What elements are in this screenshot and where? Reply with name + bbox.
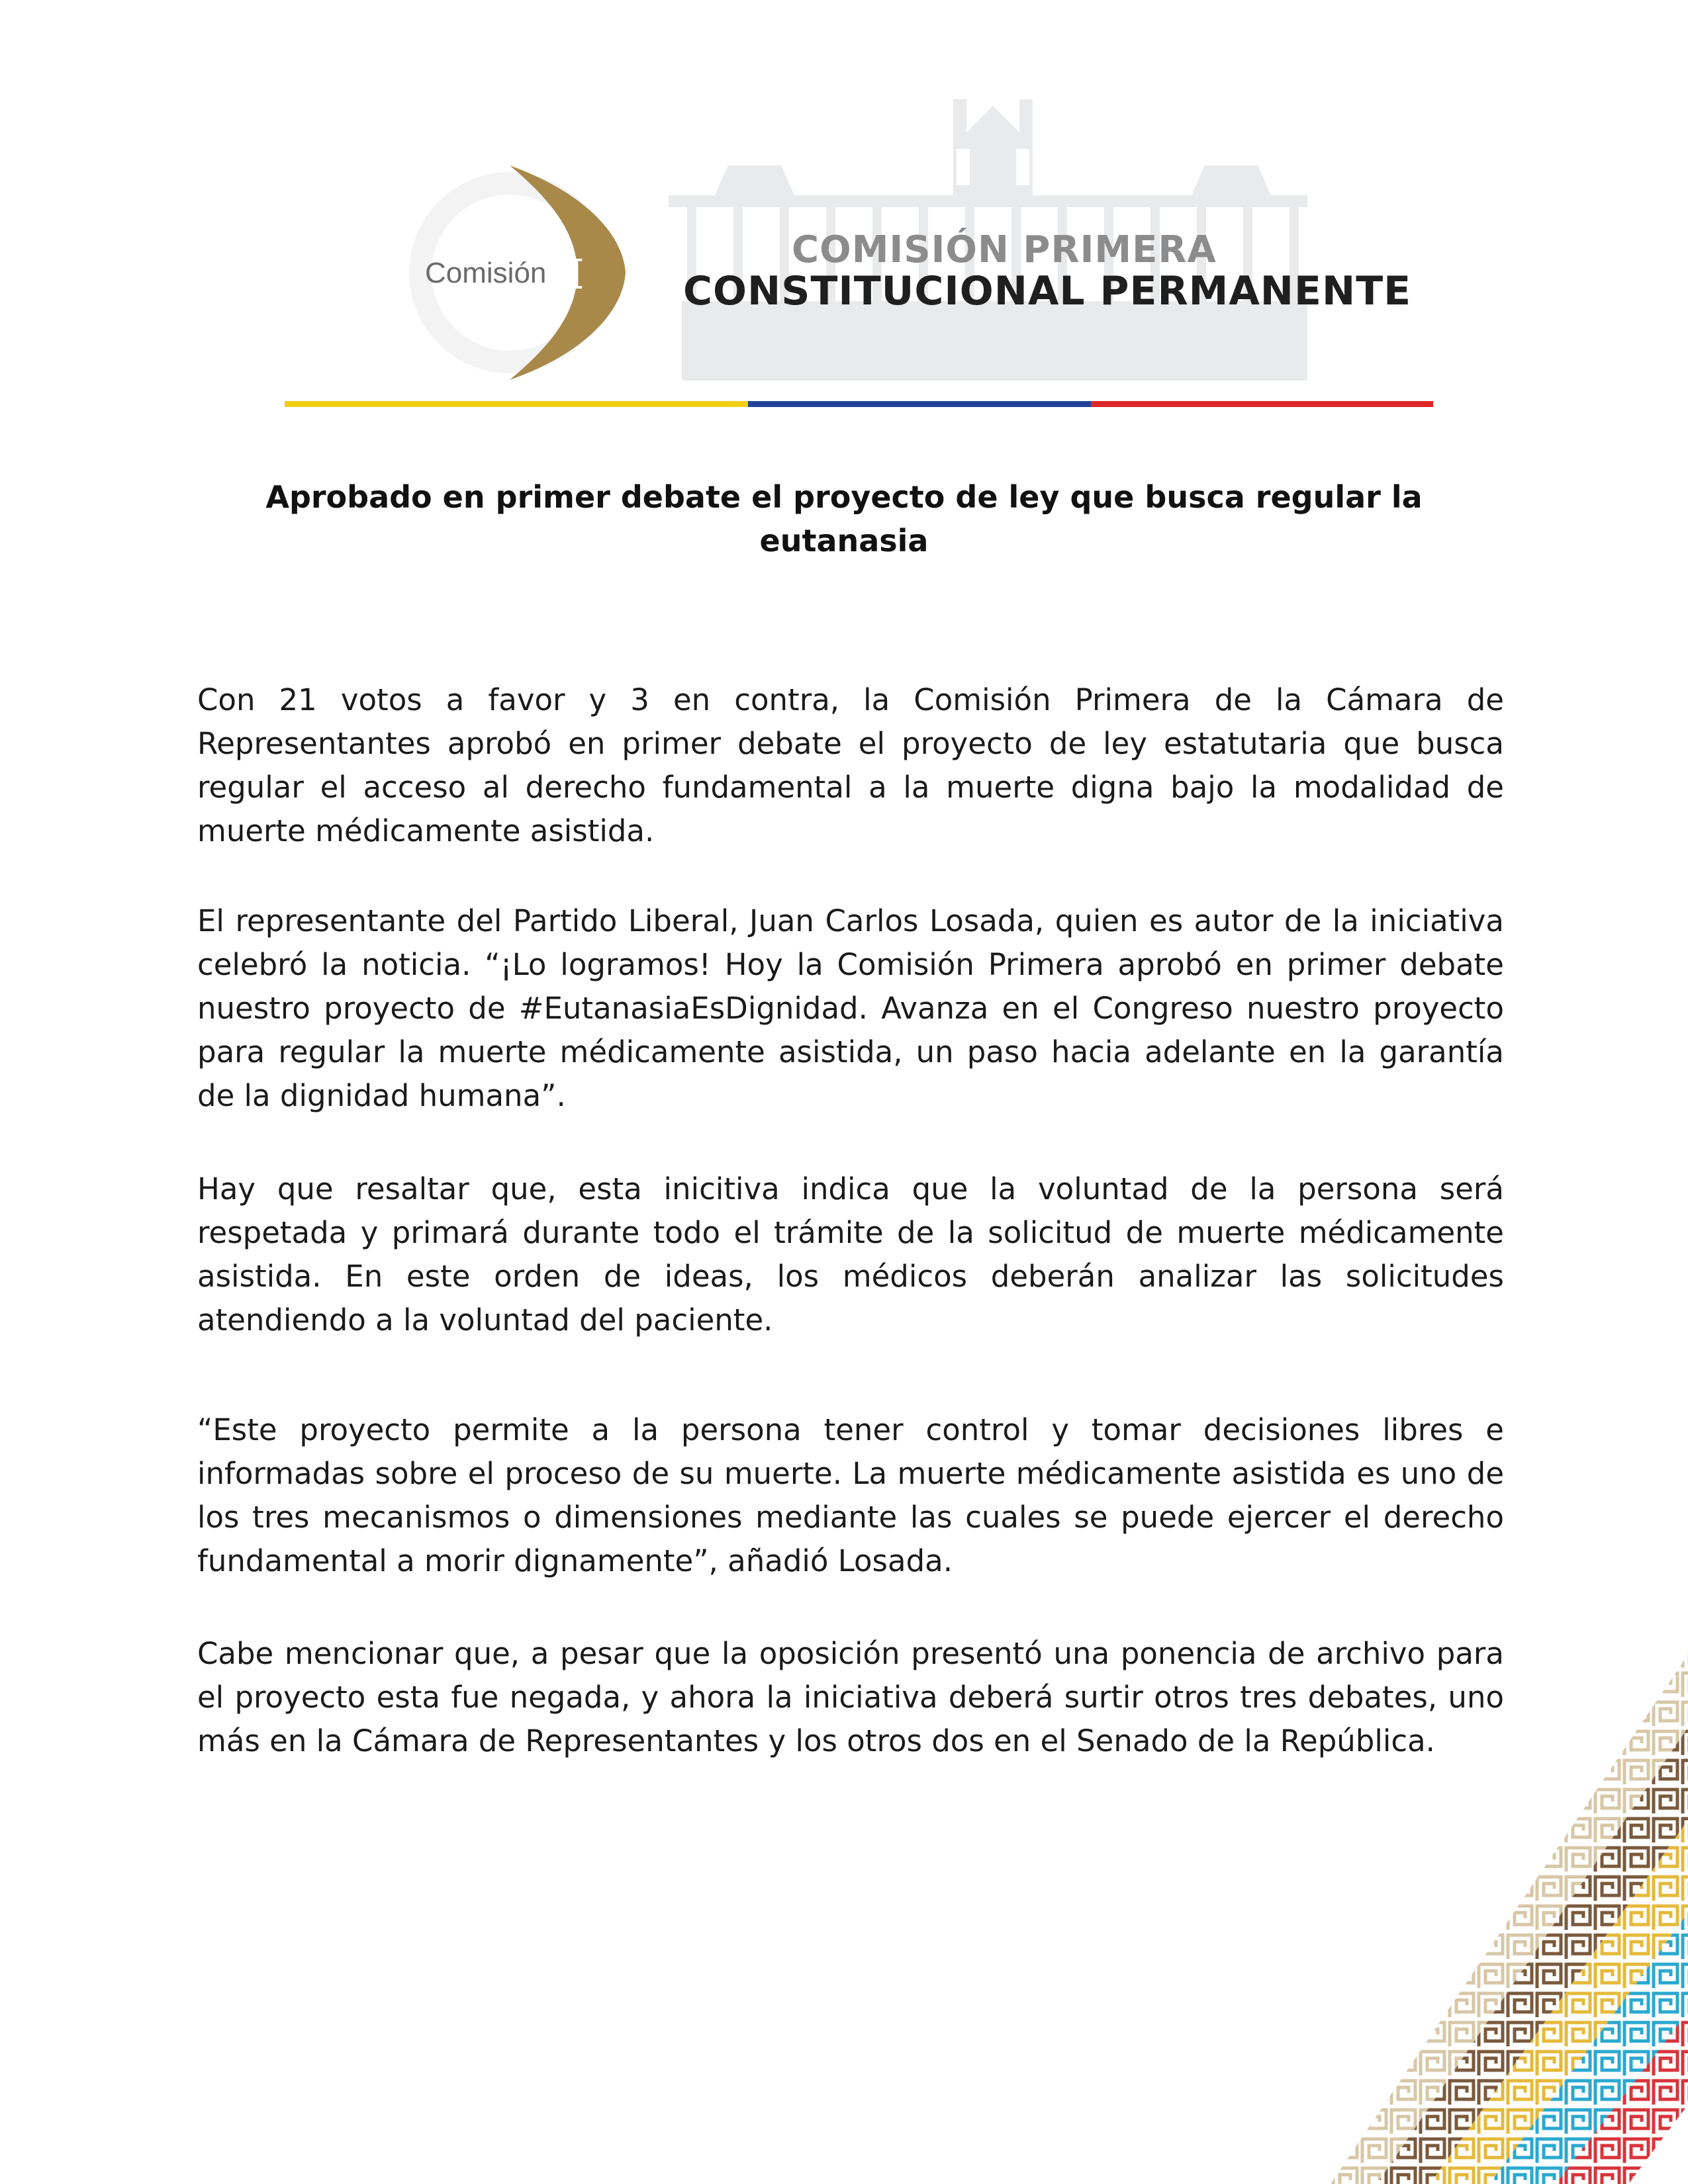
greek-key-pattern-band <box>1331 1641 1688 2184</box>
flag-stripe-yellow <box>285 401 748 407</box>
article-paragraph-1: Con 21 votos a favor y 3 en contra, la Comisión Primera de la Cámara de Representantes aprobó en primer debate el proyecto de ley estatutaria que busca regular el acceso al derecho fundamental a la muerte digna bajo la modalidad de muerte médicamente asistida. <box>197 682 1504 848</box>
flag-stripe-red <box>1091 401 1433 407</box>
logo-word: Comisión <box>425 257 547 289</box>
letterhead <box>0 0 1688 424</box>
brand-title-line2: CONSTITUCIONAL PERMANENTE <box>683 268 1412 314</box>
letterhead-graphic <box>0 0 1688 424</box>
article-paragraph-4: “Este proyecto permite a la persona tener control y tomar decisiones libres e informadas sobre el proceso de su muerte. La muerte médicamente asistida es uno de los tres mecanismos o dimensiones mediante las cuales se puede ejercer el derecho fundamental a morir dignamente”, añadió Losada. <box>197 1412 1504 1578</box>
article-paragraph-5: Cabe mencionar que, a pesar que la oposición presentó una ponencia de archivo para el proyecto esta fue negada, y ahora la iniciativa deberá surtir otros tres debates, uno más en la Cámara de Representantes y los otros dos en el Senado de la República. <box>197 1636 1504 1758</box>
article-headline: Aprobado en primer debate el proyecto de ley que busca regular la eutanasia <box>265 479 1423 559</box>
article-paragraph-3: Hay que resaltar que, esta inicitiva indica que la voluntad de la persona será respetada y primará durante todo el trámite de la solicitud de muerte médicamente asistida. En este orden de ideas, los médicos deberán analizar las solicitudes atendiendo a la voluntad del paciente. <box>197 1171 1504 1338</box>
article-paragraph-2: El representante del Partido Liberal, Juan Carlos Losada, quien es autor de la iniciativa celebró la noticia. “¡Lo logramos! Hoy la Comisión Primera aprobó en primer debate nuestro proyecto de #EutanasiaEsDignidad. Avanza en el Congreso nuestro proyecto para regular la muerte médicamente asistida, un paso hacia adelante en la garantía de la dignidad humana”. <box>197 903 1504 1113</box>
flag-stripe-blue <box>748 401 1091 407</box>
brand-title-line1: COMISIÓN PRIMERA <box>792 228 1217 271</box>
logo-numeral: I <box>565 250 585 298</box>
